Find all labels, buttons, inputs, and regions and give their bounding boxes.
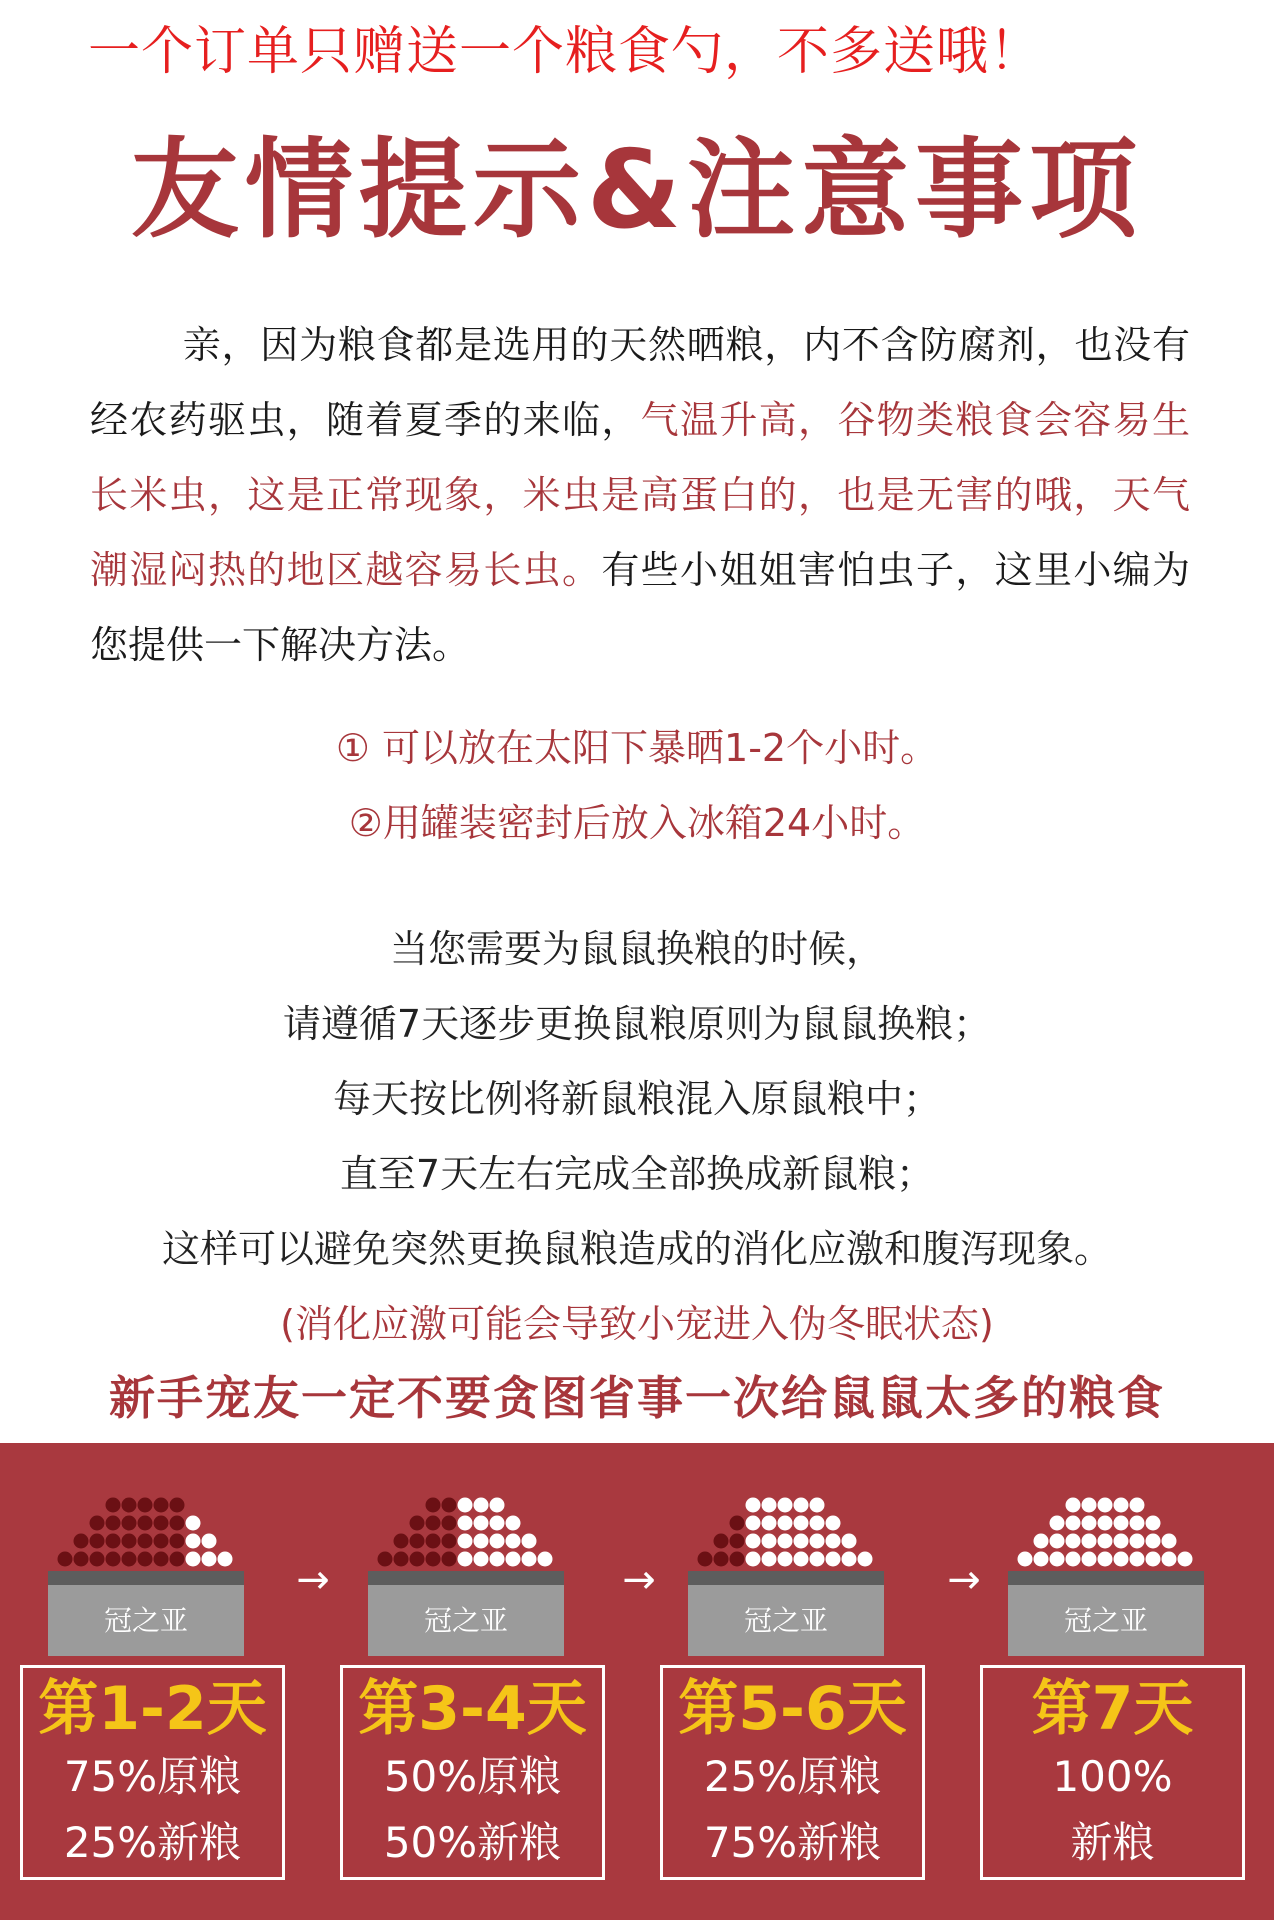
step-day-label: 第5-6天 [678, 1674, 907, 1744]
old-food-pellet [442, 1498, 457, 1513]
old-food-pellet [410, 1516, 425, 1531]
bin-brand-label: 冠之亚 [48, 1585, 244, 1656]
new-food-pellet [1114, 1534, 1129, 1549]
old-food-pellet [442, 1516, 457, 1531]
new-food-pellet [1066, 1552, 1081, 1567]
new-food-pellet [1098, 1552, 1113, 1567]
transition-line-2: 请遵循7天逐步更换鼠粮原则为鼠鼠换粮； [282, 1002, 992, 1046]
bin-lid [688, 1571, 884, 1585]
step-card-3 [640, 1443, 910, 1920]
steps-panel [0, 1443, 1274, 1920]
new-food-pellet [1130, 1516, 1145, 1531]
food-bin-icon [48, 1571, 244, 1656]
new-food-pellet [1130, 1534, 1145, 1549]
old-food-pellet [122, 1552, 137, 1567]
new-food-pellet [746, 1516, 761, 1531]
new-food-pellet [458, 1516, 473, 1531]
new-food-pellet [506, 1534, 521, 1549]
arrow-right-icon: → [622, 1557, 656, 1603]
new-food-pellet [522, 1534, 537, 1549]
old-food-pellet [410, 1552, 425, 1567]
step-card-1 [0, 1443, 270, 1920]
new-food-pellet [458, 1498, 473, 1513]
transition-line-4: 直至7天左右完成全部换成新鼠粮； [339, 1152, 935, 1196]
step-ratio-line-1: 75%原粮 [63, 1752, 242, 1801]
old-food-pellet [170, 1552, 185, 1567]
food-bin-icon [368, 1571, 564, 1656]
new-food-pellet [1130, 1552, 1145, 1567]
page-title: 友情提示&注意事项 [130, 128, 1144, 253]
intro-text-2: 有些小姐姐害怕虫子，这里小编为您提供一下解决方法。 [90, 548, 1190, 667]
new-food-pellet [1098, 1516, 1113, 1531]
old-food-pellet [138, 1498, 153, 1513]
new-food-pellet [1050, 1552, 1065, 1567]
old-food-pellet [394, 1534, 409, 1549]
intro-text-1: 亲，因为粮食都是选用的天然晒粮，内不含防腐剂，也没有经农药驱虫，随着夏季的来临， [90, 323, 1190, 442]
intro-highlight: 气温升高，谷物类粮食会容易生长米虫，这是正常现象，米虫是高蛋白的，也是无害的哦，天气潮湿闷热的地区越容易长虫。 [90, 398, 1190, 592]
new-food-pellet [794, 1498, 809, 1513]
new-food-pellet [778, 1552, 793, 1567]
bin-lid [48, 1571, 244, 1585]
new-food-pellet [474, 1498, 489, 1513]
old-food-pellet [730, 1534, 745, 1549]
old-food-pellet [410, 1534, 425, 1549]
new-food-pellet [218, 1552, 233, 1567]
food-pile-icon [55, 1493, 235, 1571]
new-food-pellet [1114, 1498, 1129, 1513]
step-ratio-line-2: 25%新粮 [63, 1818, 242, 1867]
old-food-pellet [106, 1552, 121, 1567]
old-food-pellet [122, 1498, 137, 1513]
new-food-pellet [474, 1552, 489, 1567]
old-food-pellet [170, 1516, 185, 1531]
new-food-pellet [1082, 1552, 1097, 1567]
new-food-pellet [842, 1552, 857, 1567]
old-food-pellet [714, 1552, 729, 1567]
new-food-pellet [1146, 1552, 1161, 1567]
food-pile-icon [375, 1493, 555, 1571]
new-food-pellet [458, 1552, 473, 1567]
old-food-pellet [730, 1516, 745, 1531]
new-food-pellet [746, 1534, 761, 1549]
new-food-pellet [1146, 1534, 1161, 1549]
old-food-pellet [106, 1498, 121, 1513]
new-food-pellet [490, 1534, 505, 1549]
food-pile-icon [695, 1493, 875, 1571]
new-food-pellet [1162, 1534, 1177, 1549]
new-food-pellet [778, 1498, 793, 1513]
old-food-pellet [106, 1516, 121, 1531]
new-food-pellet [1082, 1516, 1097, 1531]
new-food-pellet [1114, 1516, 1129, 1531]
old-food-pellet [442, 1552, 457, 1567]
old-food-pellet [122, 1534, 137, 1549]
step-card-4 [960, 1443, 1230, 1920]
new-food-pellet [506, 1516, 521, 1531]
step-day-label: 第7天 [1031, 1674, 1194, 1744]
new-food-pellet [1066, 1498, 1081, 1513]
old-food-pellet [698, 1552, 713, 1567]
old-food-pellet [170, 1498, 185, 1513]
step-ratio-line-1: 100% [1052, 1752, 1173, 1801]
new-food-pellet [746, 1498, 761, 1513]
new-food-pellet [474, 1534, 489, 1549]
old-food-pellet [138, 1552, 153, 1567]
new-food-pellet [202, 1552, 217, 1567]
new-food-pellet [1066, 1516, 1081, 1531]
old-food-pellet [138, 1516, 153, 1531]
transition-guide [0, 912, 1274, 1362]
new-food-pellet [1098, 1534, 1113, 1549]
old-food-pellet [426, 1552, 441, 1567]
new-food-pellet [826, 1552, 841, 1567]
new-food-pellet [202, 1534, 217, 1549]
step-info-box [980, 1665, 1245, 1880]
old-food-pellet [74, 1552, 89, 1567]
new-food-pellet [746, 1552, 761, 1567]
intro-paragraph [90, 308, 1190, 683]
new-food-pellet [490, 1552, 505, 1567]
new-food-pellet [794, 1516, 809, 1531]
new-food-pellet [826, 1516, 841, 1531]
bin-brand-label: 冠之亚 [368, 1585, 564, 1656]
transition-line-3: 每天按比例将新鼠粮混入原鼠粮中； [332, 1077, 941, 1121]
new-food-pellet [538, 1552, 553, 1567]
new-food-pellet [1098, 1498, 1113, 1513]
tips-list [0, 711, 1274, 861]
new-food-pellet [778, 1516, 793, 1531]
warning-banner: 新手宠友一定不要贪图省事一次给鼠鼠太多的粮食 [109, 1371, 1165, 1425]
old-food-pellet [714, 1534, 729, 1549]
new-food-pellet [810, 1552, 825, 1567]
new-food-pellet [858, 1552, 873, 1567]
new-food-pellet [1130, 1498, 1145, 1513]
tip-item-2: ②用罐装密封后放入冰箱24小时。 [348, 801, 926, 845]
new-food-pellet [490, 1498, 505, 1513]
new-food-pellet [1162, 1552, 1177, 1567]
step-day-label: 第3-4天 [358, 1674, 587, 1744]
old-food-pellet [74, 1534, 89, 1549]
bin-lid [1008, 1571, 1204, 1585]
step-info-box [660, 1665, 925, 1880]
new-food-pellet [186, 1516, 201, 1531]
new-food-pellet [1146, 1516, 1161, 1531]
bin-brand-label: 冠之亚 [1008, 1585, 1204, 1656]
new-food-pellet [522, 1552, 537, 1567]
new-food-pellet [1082, 1498, 1097, 1513]
step-ratio-line-1: 50%原粮 [383, 1752, 562, 1801]
new-food-pellet [1034, 1552, 1049, 1567]
old-food-pellet [90, 1552, 105, 1567]
new-food-pellet [1050, 1516, 1065, 1531]
new-food-pellet [1066, 1534, 1081, 1549]
new-food-pellet [762, 1498, 777, 1513]
old-food-pellet [58, 1552, 73, 1567]
step-ratio-line-2: 50%新粮 [383, 1818, 562, 1867]
old-food-pellet [426, 1498, 441, 1513]
old-food-pellet [122, 1516, 137, 1531]
food-bin-icon [1008, 1571, 1204, 1656]
new-food-pellet [762, 1552, 777, 1567]
old-food-pellet [154, 1498, 169, 1513]
old-food-pellet [90, 1516, 105, 1531]
transition-note: (消化应激可能会导致小宠进入伪冬眠状态) [280, 1302, 994, 1346]
transition-line-1: 当您需要为鼠鼠换粮的时候， [389, 927, 884, 971]
new-food-pellet [810, 1534, 825, 1549]
new-food-pellet [1082, 1534, 1097, 1549]
step-ratio-line-2: 75%新粮 [703, 1818, 882, 1867]
bin-brand-label: 冠之亚 [688, 1585, 884, 1656]
step-ratio-line-1: 25%原粮 [703, 1752, 882, 1801]
old-food-pellet [426, 1534, 441, 1549]
old-food-pellet [170, 1534, 185, 1549]
bin-lid [368, 1571, 564, 1585]
new-food-pellet [810, 1516, 825, 1531]
step-card-2 [320, 1443, 590, 1920]
new-food-pellet [842, 1534, 857, 1549]
step-ratio-line-2: 新粮 [1070, 1818, 1155, 1867]
new-food-pellet [810, 1498, 825, 1513]
step-day-label: 第1-2天 [38, 1674, 267, 1744]
new-food-pellet [186, 1534, 201, 1549]
arrow-right-icon: → [947, 1557, 981, 1603]
new-food-pellet [1050, 1534, 1065, 1549]
old-food-pellet [378, 1552, 393, 1567]
new-food-pellet [762, 1516, 777, 1531]
step-info-box [340, 1665, 605, 1880]
food-bin-icon [688, 1571, 884, 1656]
new-food-pellet [794, 1552, 809, 1567]
new-food-pellet [474, 1516, 489, 1531]
old-food-pellet [154, 1516, 169, 1531]
new-food-pellet [458, 1534, 473, 1549]
new-food-pellet [1178, 1552, 1193, 1567]
new-food-pellet [762, 1534, 777, 1549]
new-food-pellet [778, 1534, 793, 1549]
new-food-pellet [1034, 1534, 1049, 1549]
new-food-pellet [490, 1516, 505, 1531]
old-food-pellet [138, 1534, 153, 1549]
old-food-pellet [426, 1516, 441, 1531]
old-food-pellet [442, 1534, 457, 1549]
old-food-pellet [730, 1552, 745, 1567]
new-food-pellet [826, 1534, 841, 1549]
old-food-pellet [394, 1552, 409, 1567]
top-notice: 一个订单只赠送一个粮食勺，不多送哦！ [88, 22, 1043, 82]
old-food-pellet [90, 1534, 105, 1549]
new-food-pellet [1018, 1552, 1033, 1567]
step-info-box [20, 1665, 285, 1880]
new-food-pellet [794, 1534, 809, 1549]
old-food-pellet [154, 1552, 169, 1567]
new-food-pellet [186, 1552, 201, 1567]
arrow-right-icon: → [296, 1557, 330, 1603]
old-food-pellet [154, 1534, 169, 1549]
new-food-pellet [506, 1552, 521, 1567]
old-food-pellet [106, 1534, 121, 1549]
food-pile-icon [1015, 1493, 1195, 1571]
new-food-pellet [1114, 1552, 1129, 1567]
tip-item-1: ① 可以放在太阳下暴晒1-2个小时。 [335, 726, 939, 770]
transition-line-5: 这样可以避免突然更换鼠粮造成的消化应激和腹泻现象。 [161, 1227, 1112, 1271]
